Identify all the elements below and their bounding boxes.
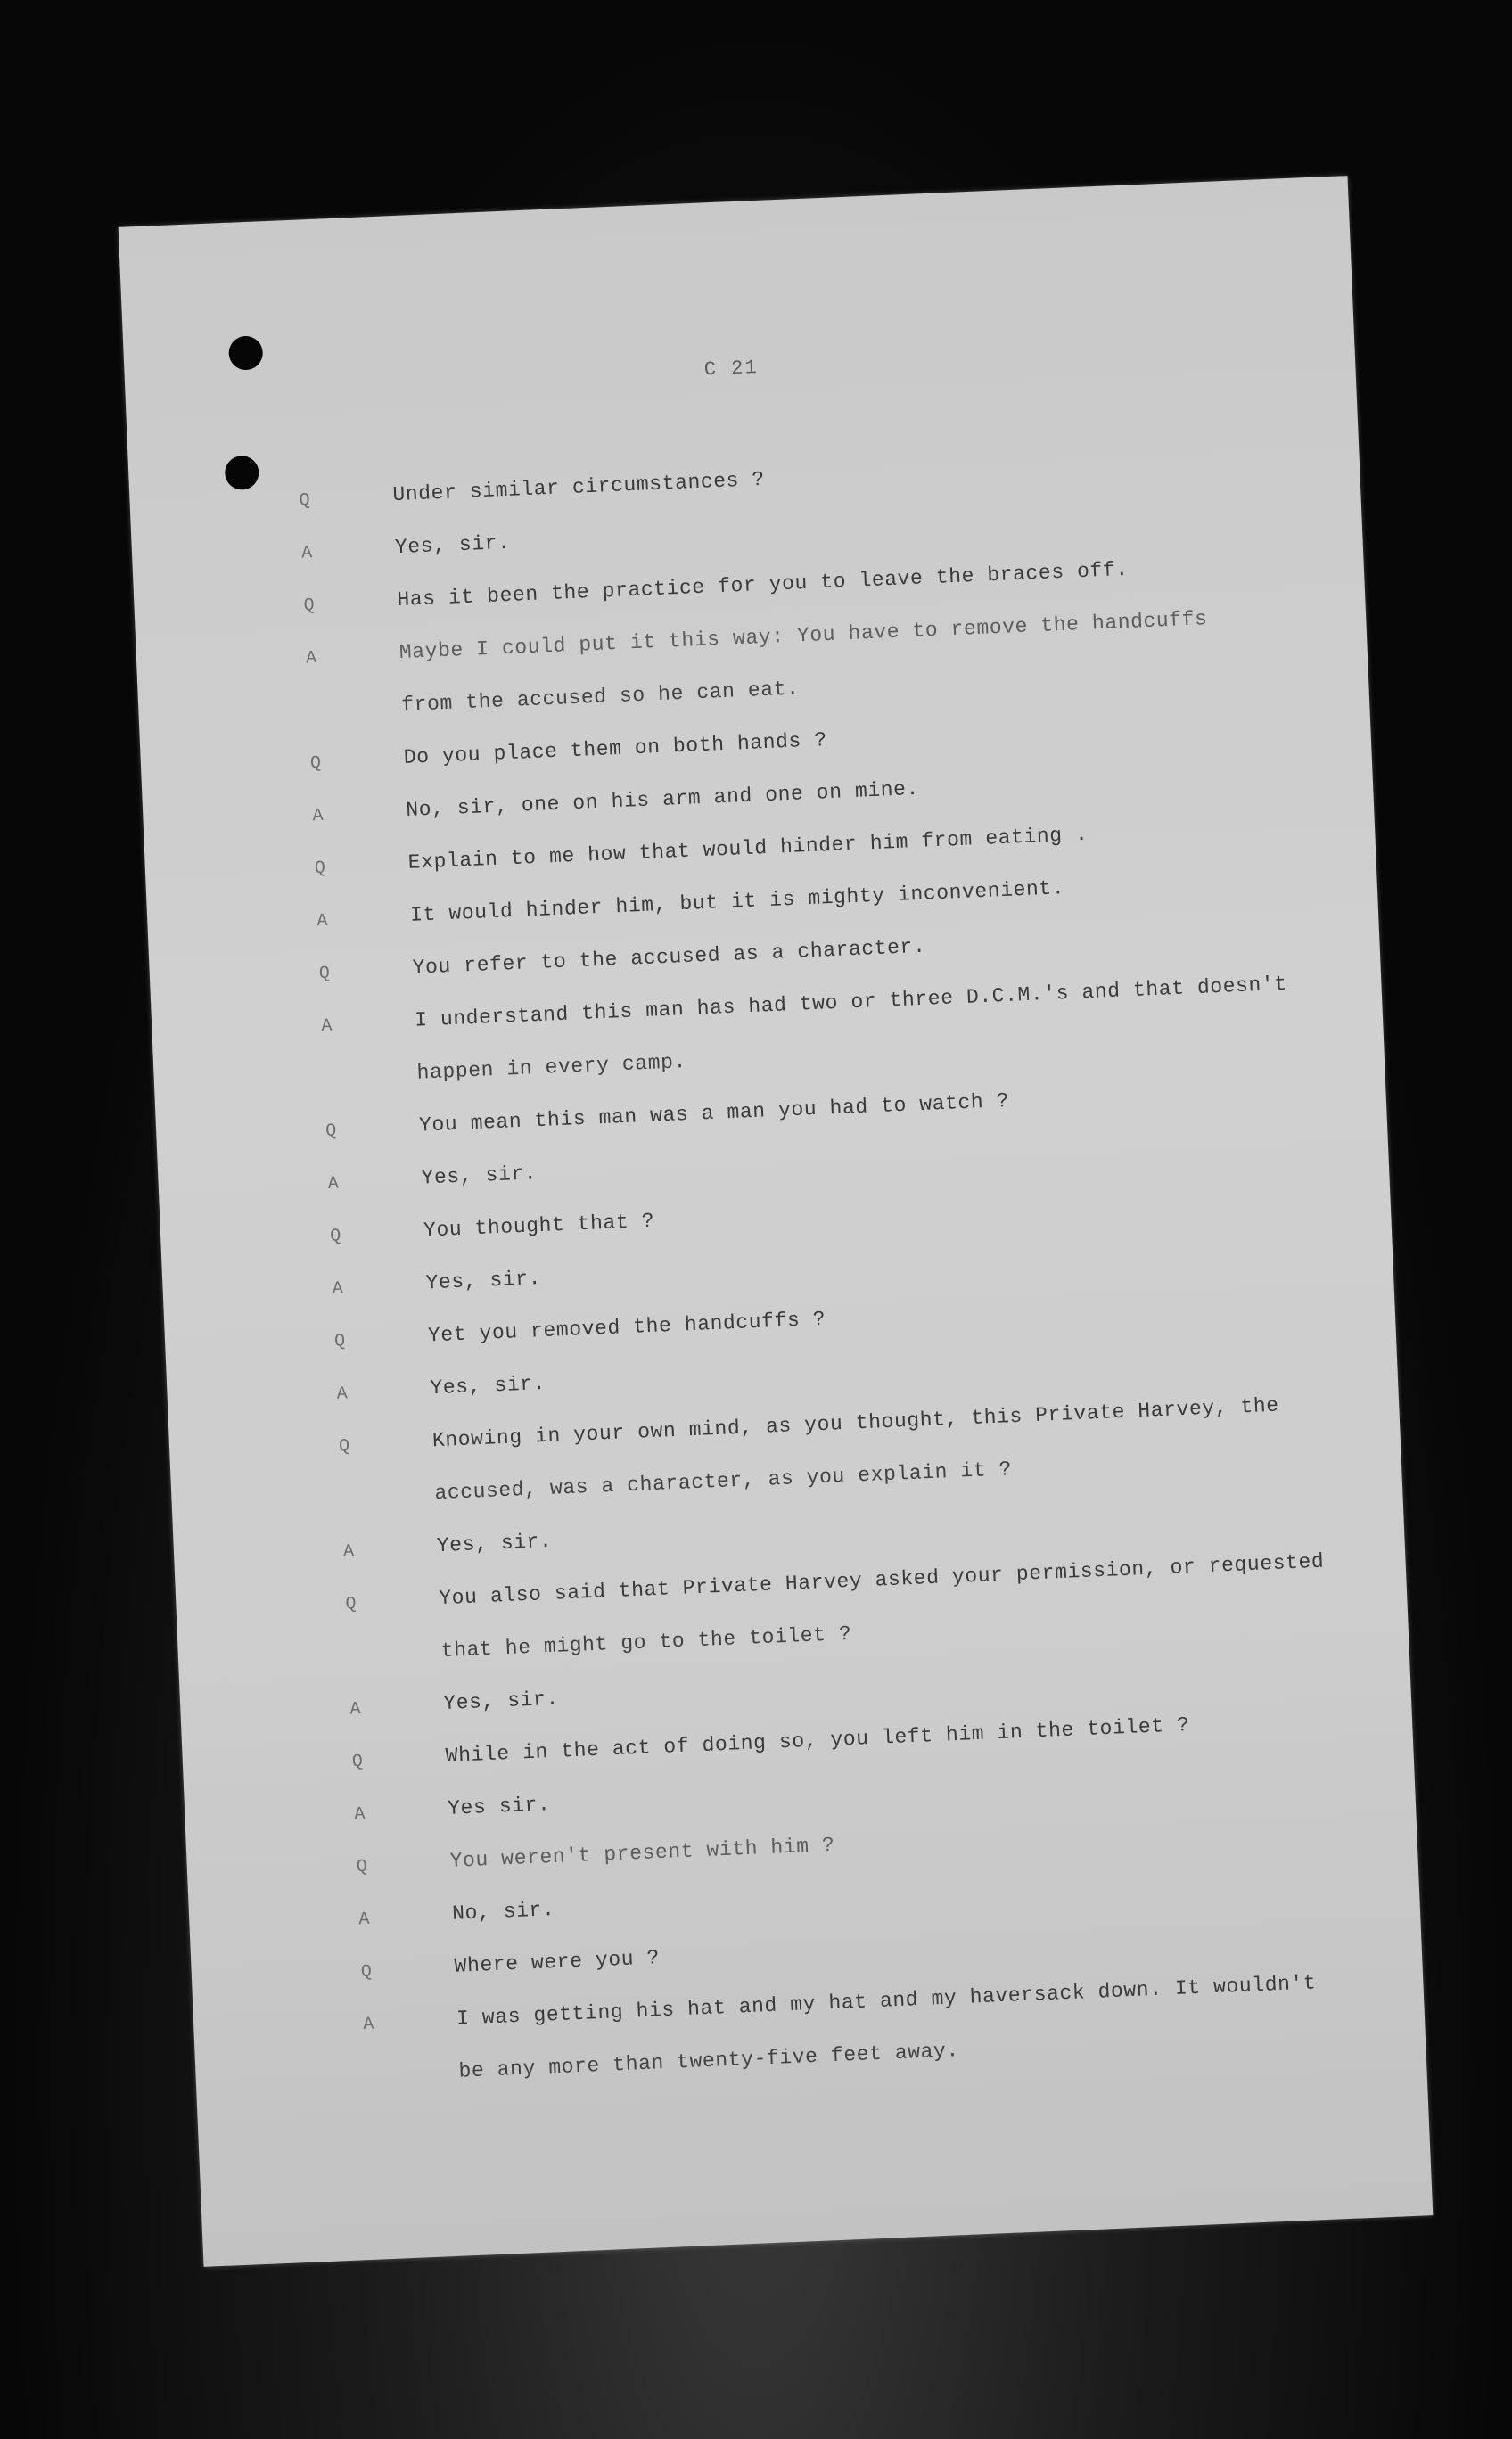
speaker-label: A bbox=[320, 1015, 333, 1038]
transcript-text: Do you place them on both hands ? bbox=[403, 728, 828, 770]
transcript-text: I understand this man has had two or three D.C.M.'s and that doesn't bbox=[414, 972, 1288, 1032]
transcript-text: be any more than twenty-five feet away. bbox=[458, 2039, 960, 2083]
transcript-text: Yes, sir. bbox=[425, 1267, 542, 1295]
speaker-label: Q bbox=[314, 858, 326, 880]
speaker-label: Q bbox=[309, 752, 322, 775]
transcript-text: from the accused so he can eat. bbox=[400, 677, 801, 718]
speaker-label: A bbox=[357, 1909, 370, 1931]
transcript-text: While in the act of doing so, you left him in the toilet ? bbox=[445, 1713, 1190, 1769]
speaker-label: Q bbox=[325, 1121, 337, 1143]
speaker-label: Q bbox=[303, 595, 316, 617]
page-number: C 21 bbox=[703, 356, 760, 382]
speaker-label: A bbox=[316, 910, 328, 932]
speaker-label: Q bbox=[329, 1226, 341, 1247]
transcript-body bbox=[129, 443, 1426, 2123]
speaker-label: Q bbox=[338, 1436, 350, 1458]
punch-hole-top bbox=[228, 335, 264, 371]
transcript-text: happen in every camp. bbox=[416, 1050, 687, 1085]
speaker-label: A bbox=[300, 543, 313, 564]
transcript-text: Where were you ? bbox=[454, 1946, 661, 1978]
speaker-label: A bbox=[349, 1698, 362, 1720]
speaker-label: A bbox=[353, 1803, 366, 1826]
transcript-text: that he might go to the toilet ? bbox=[440, 1622, 852, 1663]
transcript-text: Explain to me how that would hinder him from eating . bbox=[407, 822, 1089, 875]
speaker-label: A bbox=[312, 805, 325, 827]
transcript-text: No, sir, one on his arm and one on mine. bbox=[405, 776, 920, 822]
transcript-text: Yes, sir. bbox=[394, 530, 512, 560]
transcript-text: It would hinder him, but it is mighty inconvenient. bbox=[409, 876, 1065, 927]
speaker-label: Q bbox=[333, 1331, 346, 1352]
transcript-text: Yes, sir. bbox=[421, 1162, 538, 1190]
transcript-text: You weren't present with him ? bbox=[449, 1833, 835, 1873]
transcript-text: You mean this man was a man you had to watch ? bbox=[418, 1088, 1010, 1137]
transcript-text: Yet you removed the handcuffs ? bbox=[427, 1307, 826, 1348]
speaker-label: Q bbox=[360, 1961, 373, 1983]
transcript-text: Yes, sir. bbox=[442, 1687, 560, 1716]
transcript-text: Under similar circumstances ? bbox=[391, 467, 766, 507]
speaker-label: Q bbox=[351, 1751, 364, 1773]
transcript-text: No, sir. bbox=[451, 1898, 555, 1926]
speaker-label: Q bbox=[356, 1856, 368, 1878]
speaker-label: A bbox=[336, 1384, 349, 1405]
transcript-text: You thought that ? bbox=[423, 1209, 655, 1243]
speaker-label: A bbox=[342, 1541, 355, 1563]
speaker-label: Q bbox=[318, 963, 331, 985]
transcript-text: I was getting his hat and my hat and my haversack down. It wouldn't bbox=[456, 1971, 1317, 2031]
speaker-label: A bbox=[327, 1173, 340, 1195]
transcript-text: accused, was a character, as you explain it ? bbox=[433, 1458, 1013, 1506]
speaker-label: Q bbox=[299, 490, 311, 512]
transcript-text: Knowing in your own mind, as you thought, this Private Harvey, the bbox=[431, 1393, 1280, 1453]
punch-hole-bottom bbox=[225, 456, 260, 491]
transcript-text: Yes, sir. bbox=[429, 1371, 546, 1400]
transcript-text: You refer to the accused as a character. bbox=[412, 934, 926, 980]
transcript-text: You also said that Private Harvey asked your permission, or requested bbox=[438, 1549, 1325, 1611]
speaker-label: Q bbox=[345, 1594, 357, 1615]
speaker-label: A bbox=[332, 1278, 344, 1300]
document-page bbox=[119, 176, 1434, 2267]
transcript-text: Yes sir. bbox=[447, 1793, 551, 1820]
speaker-label: A bbox=[362, 2014, 374, 2036]
speaker-label: A bbox=[305, 648, 317, 669]
transcript-text: Has it been the practice for you to leave the braces off. bbox=[396, 557, 1130, 612]
transcript-text: Maybe I could put it this way: You have to remove the handcuffs bbox=[399, 607, 1209, 665]
transcript-text: Yes, sir. bbox=[436, 1529, 553, 1558]
